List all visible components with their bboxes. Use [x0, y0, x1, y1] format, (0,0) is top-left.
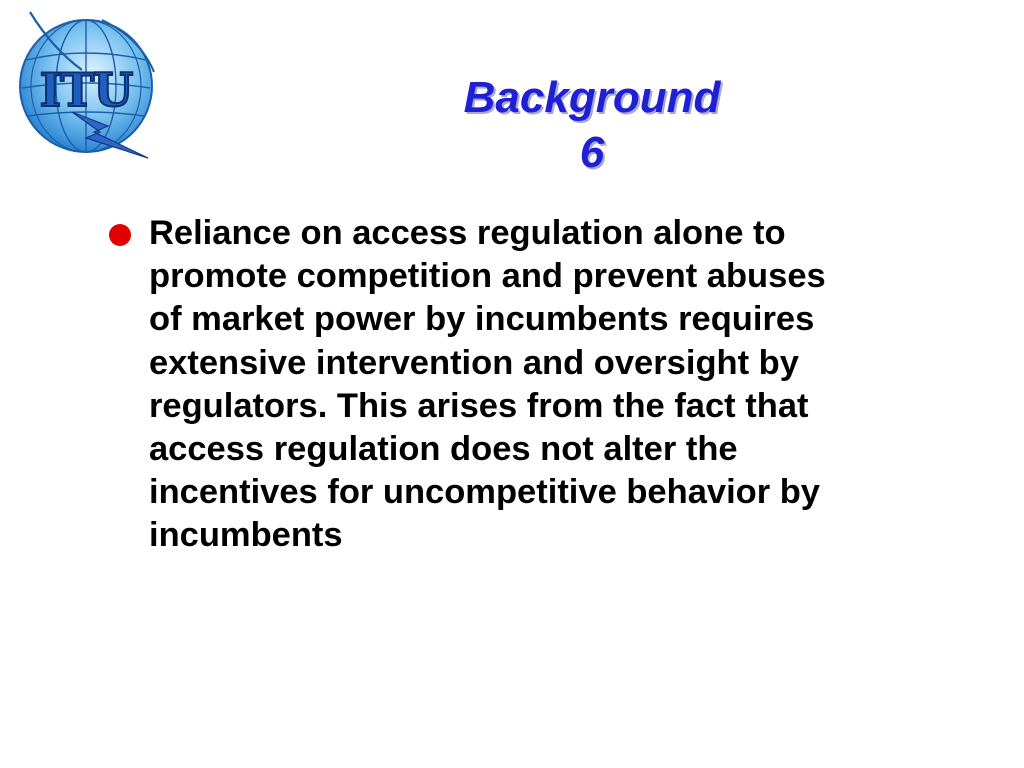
bullet-line: extensive intervention and oversight by	[149, 343, 799, 382]
bullet-line: regulators. This arises from the fact that	[149, 386, 809, 425]
bullet-line: promote competition and prevent abuses	[149, 257, 826, 296]
bullet-list	[108, 212, 968, 558]
itu-logo	[12, 8, 162, 160]
bullet-line: incentives for uncompetitive behavior by	[149, 473, 820, 512]
bullet-line: incumbents	[149, 516, 343, 555]
slide-title	[392, 70, 792, 180]
bullet-line: of market power by incumbents requires	[149, 300, 815, 339]
bullet-line: Reliance on access regulation alone to	[149, 214, 786, 252]
bullet-line: access regulation does not alter the	[149, 430, 738, 469]
bullet-dot-icon	[109, 224, 131, 246]
itu-logo-globe-icon	[12, 8, 162, 160]
svg-text:ITU: ITU	[39, 63, 133, 117]
slide-title-line2: 6	[579, 128, 605, 177]
slide-title-line1: Background	[463, 73, 721, 122]
bullet-item	[108, 212, 968, 558]
